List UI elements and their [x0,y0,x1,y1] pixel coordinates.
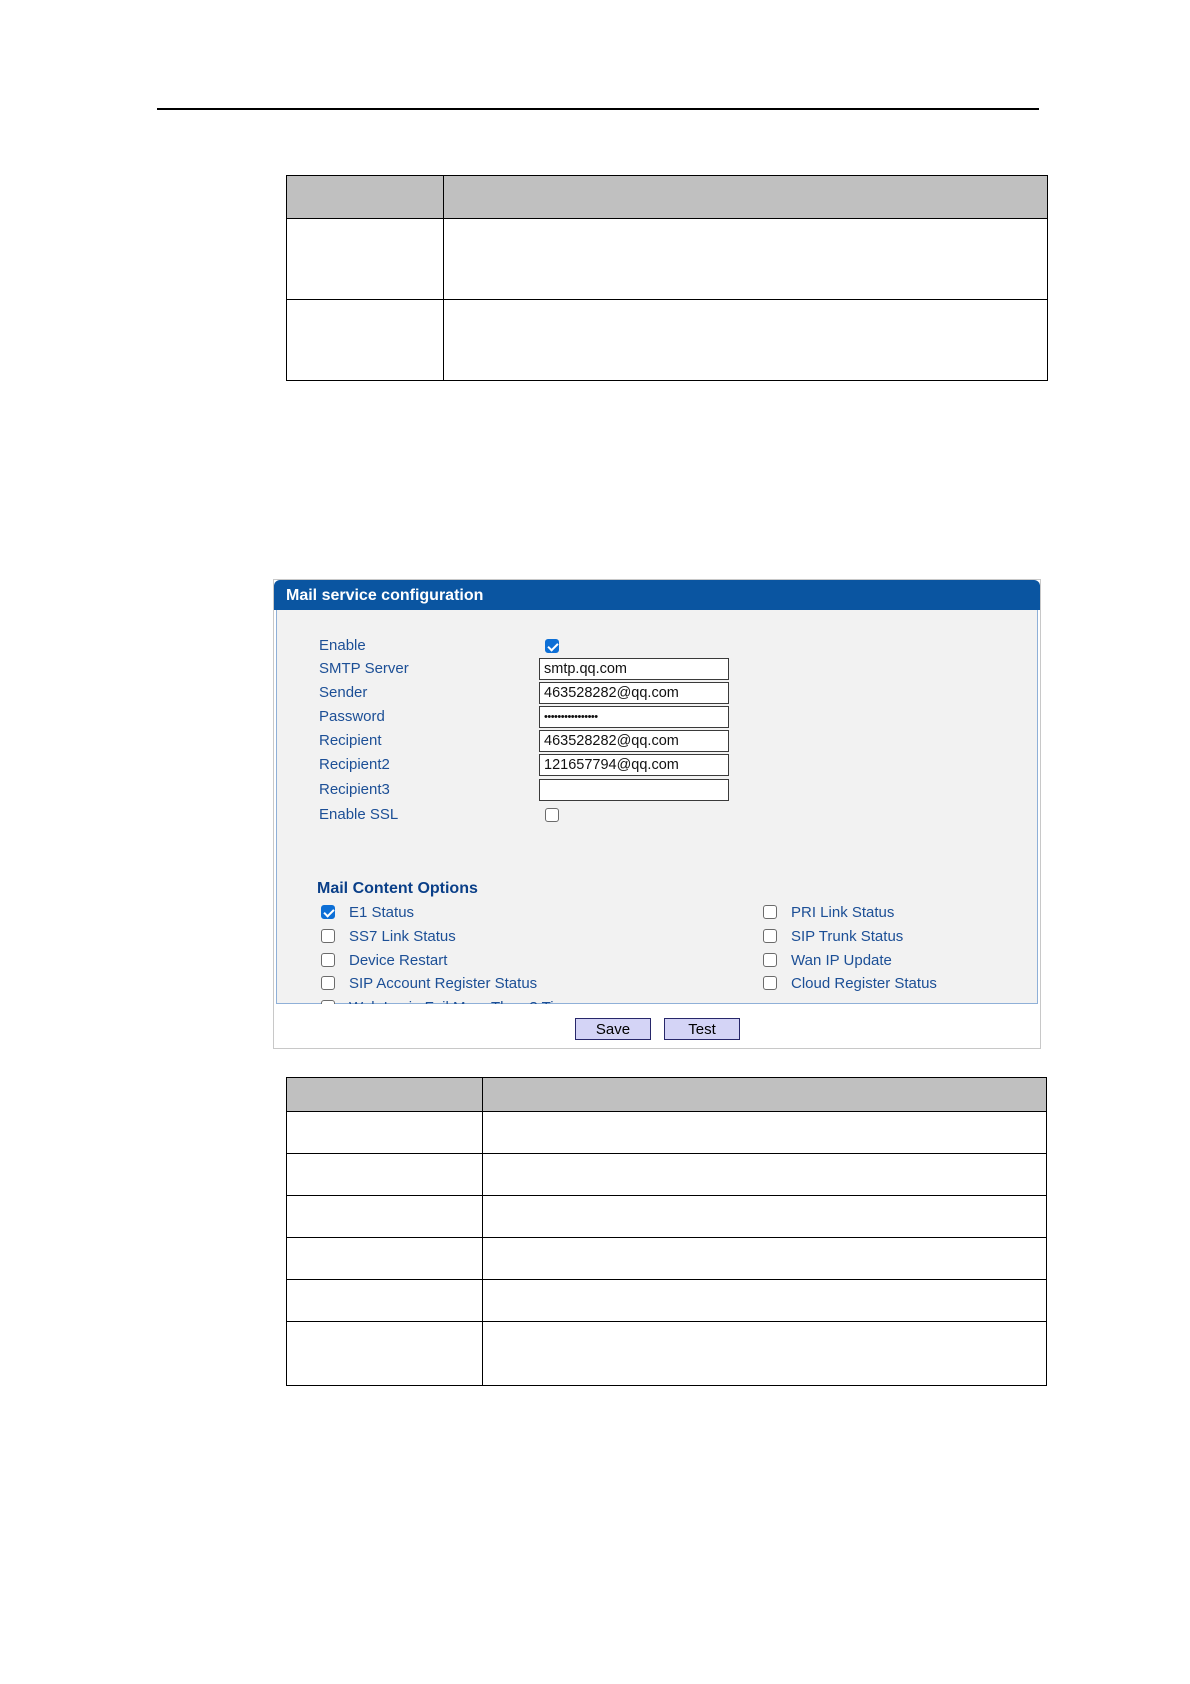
smtp-server-label: SMTP Server [319,660,409,677]
table-row [287,1112,1047,1154]
test-button[interactable]: Test [664,1018,740,1040]
table-cell [483,1238,1047,1280]
table-cell [444,300,1048,381]
page-header-rule [157,108,1039,110]
table-header-cell [287,1078,483,1112]
table-row [287,1154,1047,1196]
table-header-row [287,1078,1047,1112]
recipient-input[interactable] [539,730,729,752]
ss7-link-status-checkbox[interactable] [321,929,335,943]
table-cell [287,1322,483,1386]
table-cell [287,1154,483,1196]
table-cell [483,1196,1047,1238]
recipient3-label: Recipient3 [319,781,390,798]
recipient3-input[interactable] [539,779,729,801]
table-cell [287,1112,483,1154]
recipient2-input[interactable] [539,754,729,776]
ss7-link-status-label: SS7 Link Status [349,928,456,945]
table-header-cell [287,176,444,219]
enable-checkbox[interactable] [545,639,559,653]
panel-title: Mail service configuration [286,587,484,604]
device-restart-checkbox[interactable] [321,953,335,967]
parameter-table-top [286,175,1048,381]
wan-ip-update-checkbox[interactable] [763,953,777,967]
table-row [287,219,1048,300]
table-cell [287,1238,483,1280]
table-row [287,1322,1047,1386]
pri-link-status-checkbox[interactable] [763,905,777,919]
pri-link-status-label: PRI Link Status [791,904,895,921]
wan-ip-update-label: Wan IP Update [791,952,892,969]
password-label: Password [319,708,385,725]
sender-input[interactable] [539,682,729,704]
table-cell [444,219,1048,300]
sip-trunk-status-label: SIP Trunk Status [791,928,904,945]
sender-label: Sender [319,684,368,701]
smtp-server-input[interactable] [539,658,729,680]
table-header-row [287,176,1048,219]
table-cell [483,1112,1047,1154]
table-cell [483,1154,1047,1196]
mail-service-panel [273,579,1041,1049]
panel-footer [274,1004,1040,1048]
table-row [287,300,1048,381]
password-input[interactable] [539,706,729,728]
cloud-register-status-checkbox[interactable] [763,976,777,990]
enable-ssl-label: Enable SSL [319,806,399,823]
table-cell [287,1196,483,1238]
table-cell [483,1280,1047,1322]
table-row [287,1196,1047,1238]
recipient-label: Recipient [319,732,382,749]
table-header-cell [483,1078,1047,1112]
parameter-table-bottom [286,1077,1047,1386]
e1-status-checkbox[interactable] [321,905,335,919]
table-cell [287,219,444,300]
recipient2-label: Recipient2 [319,756,390,773]
sip-account-register-status-checkbox[interactable] [321,976,335,990]
cloud-register-status-label: Cloud Register Status [791,975,937,992]
sip-account-register-status-label: SIP Account Register Status [349,975,538,992]
mail-content-options-title: Mail Content Options [317,880,478,897]
save-button[interactable]: Save [575,1018,651,1040]
table-row [287,1238,1047,1280]
table-cell [287,300,444,381]
table-cell [287,1280,483,1322]
table-cell [483,1322,1047,1386]
enable-ssl-checkbox[interactable] [545,808,559,822]
panel-header [274,580,1040,610]
table-row [287,1280,1047,1322]
enable-label: Enable [319,637,366,654]
panel-body [276,610,1038,1004]
table-header-cell [444,176,1048,219]
e1-status-label: E1 Status [349,904,415,921]
sip-trunk-status-checkbox[interactable] [763,929,777,943]
device-restart-label: Device Restart [349,952,448,969]
